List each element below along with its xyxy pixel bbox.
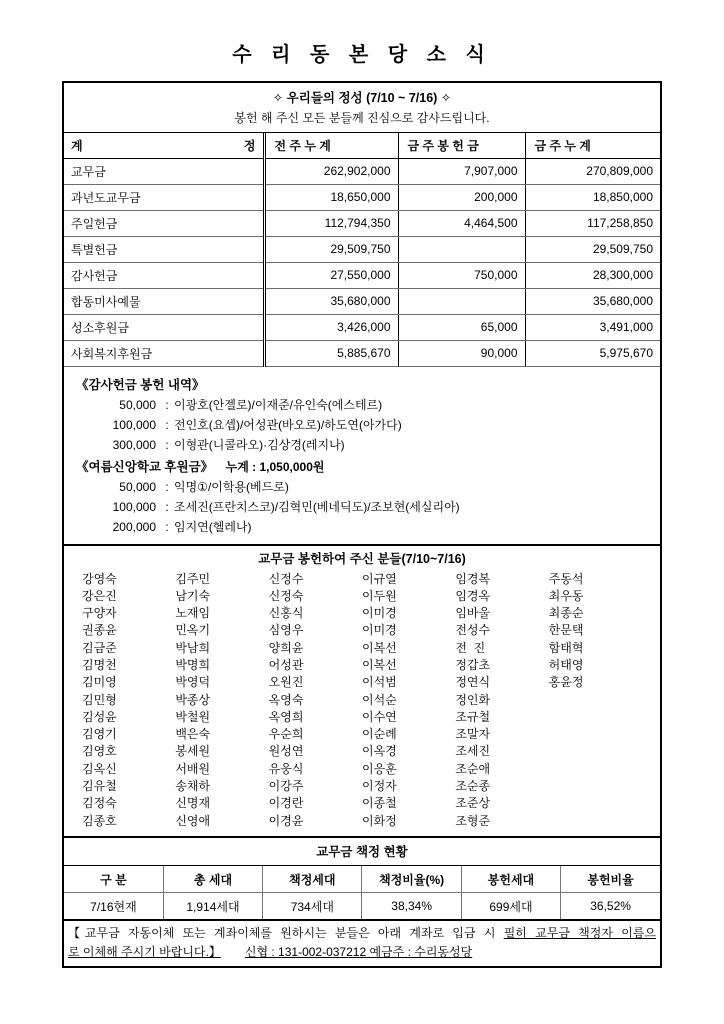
- offering-row-prev-total: 29,509,750: [264, 236, 398, 262]
- status-table-cell: 699세대: [461, 893, 560, 920]
- offering-band-subtitle: 봉헌 해 주신 모든 분들께 진심으로 감사드립니다.: [234, 111, 490, 125]
- donor-name: 임경옥: [455, 588, 491, 603]
- donor-name: 조말자: [455, 727, 491, 742]
- donor-name: 주동석: [548, 571, 584, 586]
- donor-name: [549, 795, 642, 812]
- offering-table-row: [64, 236, 660, 262]
- donor-name: 신정숙: [268, 588, 304, 603]
- thanks-offering-separator: :: [165, 437, 169, 452]
- status-table: [64, 866, 660, 921]
- summer-school-entries: [64, 477, 660, 537]
- bulletin-frame: [62, 81, 662, 968]
- donor-name: 백은숙: [175, 727, 211, 742]
- offering-header-week-text: 금 주 봉 헌 금: [407, 138, 479, 153]
- offering-row-week-amount: [398, 236, 525, 262]
- page-title: 수 리 동 본 당 소 식: [232, 44, 492, 66]
- status-table-cell: 7/16현재: [64, 893, 163, 920]
- donor-name: 이응훈: [362, 761, 397, 776]
- offering-table-row: [64, 184, 660, 210]
- thanks-offering-names: 전인호(요셉)/어성관(바오로)/하도연(아가다): [174, 417, 402, 432]
- donor-name: 옥영숙: [268, 692, 304, 707]
- donor-name: [549, 778, 642, 795]
- thanks-offering-amount: 100,000: [112, 417, 156, 432]
- offering-row-prev-total: 18,650,000: [264, 184, 398, 210]
- offering-row-prev-total: 262,902,000: [264, 158, 398, 184]
- donor-name: 유웅식: [268, 761, 304, 776]
- donor-name: 김유철: [82, 779, 117, 794]
- offering-band: [64, 83, 660, 133]
- summer-school-amount: 200,000: [112, 519, 156, 534]
- offering-header-prev-total: [264, 133, 398, 158]
- status-table-header-cell: 봉헌세대: [461, 866, 560, 893]
- summer-school-separator: :: [165, 479, 169, 494]
- offering-row-label: 교무금: [64, 158, 264, 184]
- footer-notice-plain: 【교무금 자동이체 또는 계좌이체를 원하시는 분들은 아래 계좌로 입금 시: [68, 925, 504, 940]
- donor-name: 서배원: [175, 761, 211, 776]
- donor-name: 권종윤: [82, 623, 117, 638]
- donor-name: 오원진: [268, 675, 304, 690]
- donor-name: 심영우: [268, 623, 304, 638]
- status-table-header-row: [64, 866, 660, 893]
- thanks-offering-separator: :: [165, 417, 169, 432]
- status-table-header-cell: 봉헌비율: [561, 866, 660, 893]
- thanks-offering-entries: [64, 395, 660, 455]
- status-table-cell: 38,34%: [362, 893, 461, 920]
- donor-name: 허태영: [548, 657, 584, 672]
- donor-name: 남기숙: [175, 588, 211, 603]
- thanks-offering-entry: [64, 435, 660, 455]
- offering-header-prev-total-text: 전 주 누 계: [274, 138, 331, 153]
- footer-notice: [64, 921, 660, 968]
- donor-name: 조형준: [455, 813, 491, 828]
- status-table-title: 교무금 책정 현황: [64, 838, 660, 866]
- donor-list-title: 교무금 봉헌하여 주신 분들(7/10~7/16): [258, 551, 466, 566]
- offering-table-row: [64, 314, 660, 340]
- offering-row-label: 감사헌금: [64, 262, 264, 288]
- donor-name: 김명천: [82, 657, 117, 672]
- donor-name: 노재임: [175, 606, 211, 621]
- offering-row-prev-total: 35,680,000: [264, 288, 398, 314]
- thanks-offering-amount: 300,000: [112, 437, 156, 452]
- status-table-cell: 734세대: [263, 893, 362, 920]
- donor-name: 강은진: [82, 588, 117, 603]
- donor-list-grid: [64, 570, 660, 838]
- offering-header-running-total: [525, 133, 660, 158]
- donor-name: 정인화: [455, 692, 491, 707]
- donor-name: 김영기: [82, 727, 117, 742]
- donor-name: 봉세원: [175, 744, 211, 759]
- donor-name: 조세진: [455, 744, 491, 759]
- donor-name: 구양자: [82, 606, 117, 621]
- offering-table-body: [64, 158, 660, 366]
- offering-row-label: 사회복지후원금: [64, 340, 264, 366]
- donor-name: 우순희: [268, 727, 304, 742]
- donor-name: 전 진: [455, 640, 486, 655]
- offering-row-running-total: 29,509,750: [525, 236, 660, 262]
- donor-name: [549, 692, 642, 709]
- footer-account-info: 신협 : 131-002-037212 예금주 : 수리동성당: [244, 944, 473, 959]
- summer-school-entry: [64, 477, 660, 497]
- summer-school-entry: [64, 497, 660, 517]
- donor-name: 이순례: [362, 727, 397, 742]
- donor-name: 신영애: [175, 813, 211, 828]
- offering-table-row: [64, 158, 660, 184]
- offering-row-running-total: 117,258,850: [525, 210, 660, 236]
- donor-name: 어성관: [268, 657, 304, 672]
- donor-name: 김종호: [82, 813, 117, 828]
- donor-name: 이두원: [362, 588, 397, 603]
- donor-name: 이옥경: [362, 744, 397, 759]
- summer-school-heading: [64, 455, 660, 477]
- thanks-offering-entry: [64, 395, 660, 415]
- donor-name: 강영숙: [82, 571, 117, 586]
- donor-name: [549, 726, 642, 743]
- donor-name: 이미경: [362, 606, 397, 621]
- donor-name: 이복선: [362, 657, 397, 672]
- donor-name: 이경윤: [268, 813, 304, 828]
- donation-details-block: [64, 367, 660, 546]
- donor-name: 김금준: [82, 640, 117, 655]
- donor-name: 이석순: [362, 692, 397, 707]
- offering-row-running-total: 28,300,000: [525, 262, 660, 288]
- donor-name: [549, 761, 642, 778]
- donor-name: 양희윤: [268, 640, 304, 655]
- donor-name: 이석범: [362, 675, 397, 690]
- offering-table: [64, 133, 660, 367]
- offering-row-label: 합동미사예물: [64, 288, 264, 314]
- donor-name: [549, 709, 642, 726]
- offering-row-week-amount: 200,000: [398, 184, 525, 210]
- offering-table-row: [64, 288, 660, 314]
- donor-name: 임바울: [455, 606, 491, 621]
- donor-name: 신정수: [268, 571, 304, 586]
- donor-name: 박명희: [175, 657, 211, 672]
- summer-school-amount: 50,000: [119, 479, 156, 494]
- donor-name: 최종순: [548, 606, 584, 621]
- donor-name: 이종철: [362, 796, 397, 811]
- summer-school-amount: 100,000: [112, 499, 156, 514]
- thanks-offering-heading-text: 《감사헌금 봉헌 내역》: [76, 377, 205, 392]
- offering-row-label: 특별헌금: [64, 236, 264, 262]
- offering-row-prev-total: 112,794,350: [264, 210, 398, 236]
- offering-header-running-total-text: 금 주 누 계: [534, 138, 591, 153]
- offering-row-week-amount: 4,464,500: [398, 210, 525, 236]
- status-table-cell: 1,914세대: [163, 893, 262, 920]
- offering-row-prev-total: 3,426,000: [264, 314, 398, 340]
- donor-name: 박영덕: [175, 675, 211, 690]
- offering-row-running-total: 18,850,000: [525, 184, 660, 210]
- donor-name: 이정자: [362, 779, 397, 794]
- donor-name: 김정숙: [82, 796, 117, 811]
- thanks-offering-amount: 50,000: [119, 397, 156, 412]
- status-table-header-cell: 총 세대: [163, 866, 262, 893]
- donor-name: 이규열: [362, 571, 397, 586]
- status-table-header-cell: 구 분: [64, 866, 163, 893]
- donor-name: 전성수: [455, 623, 491, 638]
- thanks-offering-separator: :: [165, 397, 169, 412]
- summer-school-heading-text: 《여름신앙학교 후원금》: [76, 459, 214, 474]
- donor-name: 김민형: [82, 692, 117, 707]
- donor-name: 김주민: [175, 571, 211, 586]
- thanks-offering-heading: [64, 373, 660, 395]
- donor-name: 송채하: [175, 779, 211, 794]
- offering-header-week: [398, 133, 525, 158]
- donor-name: 신명재: [175, 796, 211, 811]
- status-table-row: [64, 893, 660, 920]
- footer-notice-underlined: 필히 교무금 책정자 이름으: [503, 925, 656, 940]
- footer-notice-line2: [68, 943, 656, 962]
- summer-school-separator: :: [165, 499, 169, 514]
- summer-school-separator: :: [165, 519, 169, 534]
- donor-name: 이경란: [268, 796, 304, 811]
- summer-school-names: 익명①/이학용(베드로): [174, 479, 289, 494]
- offering-row-label: 성소후원금: [64, 314, 264, 340]
- donor-name: 조준상: [455, 796, 491, 811]
- footer-notice-line2-text: 로 이체해 주시기 바랍니다.】: [68, 944, 221, 959]
- donor-name: 이복선: [362, 640, 397, 655]
- donor-name: 민옥기: [175, 623, 211, 638]
- donor-name: 정연식: [455, 675, 491, 690]
- donor-name: 정갑초: [455, 657, 491, 672]
- offering-row-running-total: 35,680,000: [525, 288, 660, 314]
- status-table-header-cell: 책정비율(%): [362, 866, 461, 893]
- donor-name: [549, 813, 642, 830]
- donor-name: 박남희: [175, 640, 211, 655]
- donor-name: 한문택: [548, 623, 584, 638]
- summer-school-names: 조세진(프란치스코)/김혁민(베네딕도)/조보현(세실리아): [174, 499, 460, 514]
- summer-school-accumulated: 누계 : 1,050,000원: [225, 459, 325, 474]
- donor-name: 김성윤: [82, 709, 117, 724]
- summer-school-entry: [64, 517, 660, 537]
- donor-name: 이미경: [362, 623, 397, 638]
- donor-name: 조순애: [455, 761, 491, 776]
- donor-name: 박철원: [175, 709, 211, 724]
- offering-row-running-total: 5,975,670: [525, 340, 660, 366]
- donor-name: 원성연: [268, 744, 304, 759]
- offering-table-row: [64, 340, 660, 366]
- summer-school-names: 임지연(헬레나): [174, 519, 252, 534]
- donor-name: 조규철: [455, 709, 491, 724]
- offering-row-prev-total: 5,885,670: [264, 340, 398, 366]
- offering-table-header-row: [64, 133, 660, 158]
- offering-table-row: [64, 210, 660, 236]
- donor-name: 옥영희: [268, 709, 304, 724]
- footer-notice-line1: [68, 924, 656, 943]
- offering-row-prev-total: 27,550,000: [264, 262, 398, 288]
- offering-band-title: ✧ 우리들의 정성 (7/10 ~ 7/16) ✧: [272, 91, 452, 105]
- thanks-offering-entry: [64, 415, 660, 435]
- offering-header-category-left: 계: [71, 138, 83, 153]
- donor-name: 홍윤정: [548, 675, 584, 690]
- offering-row-week-amount: 7,907,000: [398, 158, 525, 184]
- donor-name: 박종상: [175, 692, 211, 707]
- thanks-offering-names: 이형관(니콜라오)·김상경(레지나): [174, 437, 345, 452]
- offering-table-row: [64, 262, 660, 288]
- donor-name: 김영호: [82, 744, 117, 759]
- thanks-offering-names: 이광호(안젤로)/이재준/유인숙(에스테르): [174, 397, 383, 412]
- offering-row-week-amount: [398, 288, 525, 314]
- donor-name: 김옥신: [82, 761, 117, 776]
- status-table-cell: 36,52%: [561, 893, 660, 920]
- offering-row-week-amount: 750,000: [398, 262, 525, 288]
- donor-name: 김미영: [82, 675, 117, 690]
- offering-header-category: [64, 133, 264, 158]
- offering-row-week-amount: 90,000: [398, 340, 525, 366]
- donor-name: 최우동: [548, 588, 584, 603]
- offering-row-running-total: 3,491,000: [525, 314, 660, 340]
- offering-row-label: 주일헌금: [64, 210, 264, 236]
- donor-name: [549, 743, 642, 760]
- donor-name: 이강주: [268, 779, 304, 794]
- offering-row-running-total: 270,809,000: [525, 158, 660, 184]
- offering-header-category-right: 정: [243, 138, 256, 153]
- donor-name: 이수연: [362, 709, 397, 724]
- donor-name: 조순종: [455, 779, 491, 794]
- donor-name: 임경복: [455, 571, 491, 586]
- donor-name: 함태혁: [548, 640, 584, 655]
- offering-row-week-amount: 65,000: [398, 314, 525, 340]
- offering-row-label: 과년도교무금: [64, 184, 264, 210]
- donor-name: 이화정: [362, 813, 397, 828]
- status-table-header-cell: 책정세대: [263, 866, 362, 893]
- donor-name: 신홍식: [268, 606, 304, 621]
